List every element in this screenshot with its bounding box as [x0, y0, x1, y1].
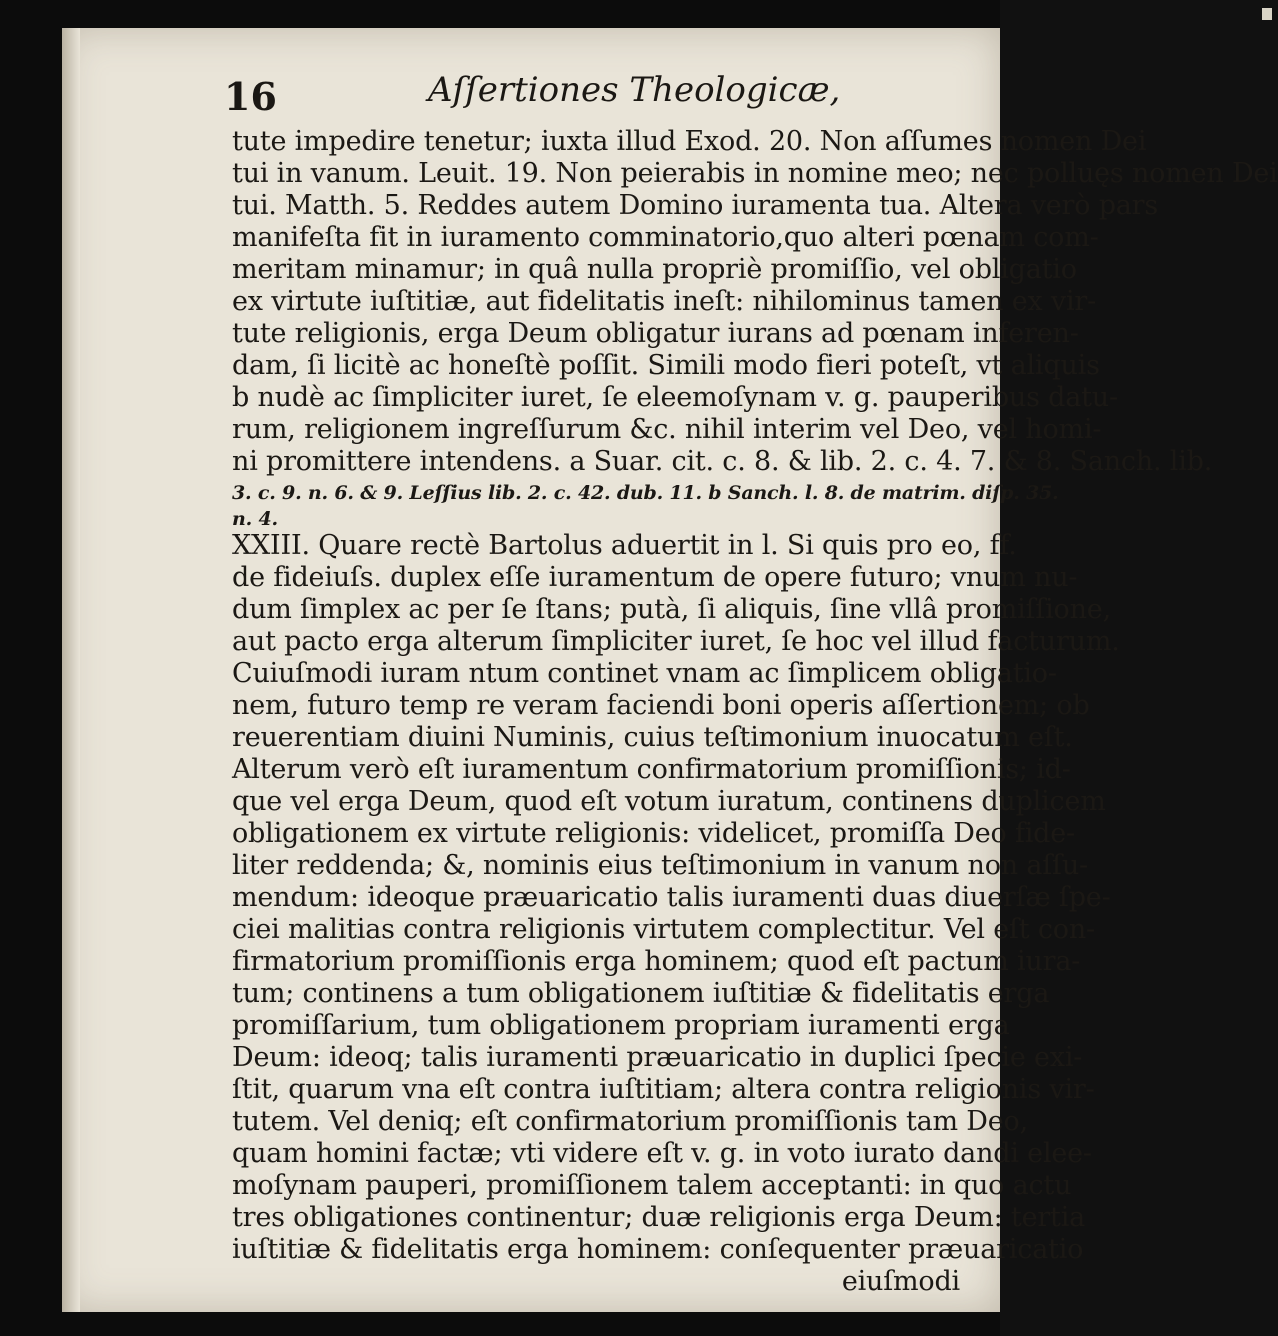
- running-title: Aſſertiones Theologicæ,: [428, 70, 841, 110]
- page-number: 16: [224, 74, 277, 119]
- text-line: tum; continens a tum obligationem iuſtitiæ & fidelitatis erga: [232, 978, 1050, 1009]
- text-line: tres obligationes continentur; duæ religionis erga Deum: tertia: [232, 1202, 1086, 1233]
- text-line: iuſtitiæ & fidelitatis erga hominem: conſequenter præuaricatio: [232, 1234, 1084, 1265]
- text-line: quam homini factæ; vti videre eſt v. g. in voto iurato dandi elee-: [232, 1138, 1092, 1169]
- page-gutter-shadow: [62, 28, 80, 1312]
- text-line: tutem. Vel deniq; eſt confirmatorium promiſſionis tam Deo,: [232, 1106, 1028, 1137]
- text-line: dam, ſi licitè ac honeſtè poſſit. Simili modo fieri poteſt, vt aliquis: [232, 350, 1100, 381]
- text-line: meritam minamur; in quâ nulla propriè promiſſio, vel obligatio: [232, 254, 1077, 285]
- text-line: ex virtute iuſtitiæ, aut fidelitatis ineſt: nihilominus tamen ex vir-: [232, 286, 1097, 317]
- text-line: aut pacto erga alterum ſimpliciter iuret, ſe hoc vel illud facturum.: [232, 626, 1120, 657]
- text-line: moſynam pauperi, promiſſionem talem acceptanti: in quo actu: [232, 1170, 1072, 1201]
- text-line: n. 4.: [232, 508, 278, 530]
- text-line: rum, religionem ingreſſurum &c. nihil interim vel Deo, vel homi-: [232, 414, 1102, 445]
- text-line: 3. c. 9. n. 6. & 9. Leſſius lib. 2. c. 42. dub. 11. b Sanch. l. 8. de matrim. diſp. 35.: [232, 482, 1059, 504]
- text-line: ciei malitias contra religionis virtutem complectitur. Vel eſt con-: [232, 914, 1095, 945]
- text-line: liter reddenda; &, nominis eius teſtimonium in vanum non aſſu-: [232, 850, 1088, 881]
- text-line: manifeſta fit in iuramento comminatorio,quo alteri pœnam com-: [232, 222, 1099, 253]
- text-line: tute religionis, erga Deum obligatur iurans ad pœnam inferen-: [232, 318, 1079, 349]
- text-line: b nudè ac ſimpliciter iuret, ſe eleemoſynam v. g. pauperibus datu-: [232, 382, 1118, 413]
- text-line: de fideiuſs. duplex eſſe iuramentum de opere futuro; vnum nu-: [232, 562, 1078, 593]
- text-line: tui in vanum. Leuit. 19. Non peierabis in nomine meo; nec polluęs nomen Dei: [232, 158, 1278, 189]
- text-line: tui. Matth. 5. Reddes autem Domino iuramenta tua. Altera verò pars: [232, 190, 1159, 221]
- text-line: ni promittere intendens. a Suar. cit. c. 8. & lib. 2. c. 4. 7. & 8. Sanch. lib.: [232, 446, 1213, 477]
- text-line: obligationem ex virtute religionis: videlicet, promiſſa Deo fide-: [232, 818, 1075, 849]
- text-line: reuerentiam diuini Numinis, cuius teſtimonium inuocatum eſt.: [232, 722, 1073, 753]
- text-line: XXIII. Quare rectè Bartolus aduertit in l. Si quis pro eo, ff.: [232, 530, 1017, 561]
- text-line: Cuiuſmodi iuram ntum continet vnam ac ſimplicem obligatio-: [232, 658, 1057, 689]
- text-line: ſtit, quarum vna eſt contra iuſtitiam; altera contra religionis vir-: [232, 1074, 1095, 1105]
- text-line: que vel erga Deum, quod eſt votum iuratum, continens duplicem: [232, 786, 1106, 817]
- text-line: promiſſarium, tum obligationem propriam iuramenti erga: [232, 1010, 1010, 1041]
- catchword: eiuſmodi: [841, 1266, 960, 1297]
- text-line: Deum: ideoq; talis iuramenti præuaricatio in duplici ſpecie exi-: [232, 1042, 1083, 1073]
- text-line: Alterum verò eſt iuramentum confirmatorium promiſſionis; id-: [232, 754, 1071, 785]
- scan-edge-mark: [1262, 8, 1272, 20]
- text-line: dum ſimplex ac per ſe ſtans; putà, ſi aliquis, ſine vllâ promiſſione,: [232, 594, 1111, 625]
- text-line: nem, futuro temp re veram faciendi boni operis aſſertionem; ob: [232, 690, 1090, 721]
- text-line: firmatorium promiſſionis erga hominem; quod eſt pactum iura-: [232, 946, 1081, 977]
- text-line: tute impedire tenetur; iuxta illud Exod. 20. Non aſſumes nomen Dei: [232, 126, 1147, 157]
- text-line: mendum: ideoque præuaricatio talis iuramenti duas diuerſæ ſpe-: [232, 882, 1111, 913]
